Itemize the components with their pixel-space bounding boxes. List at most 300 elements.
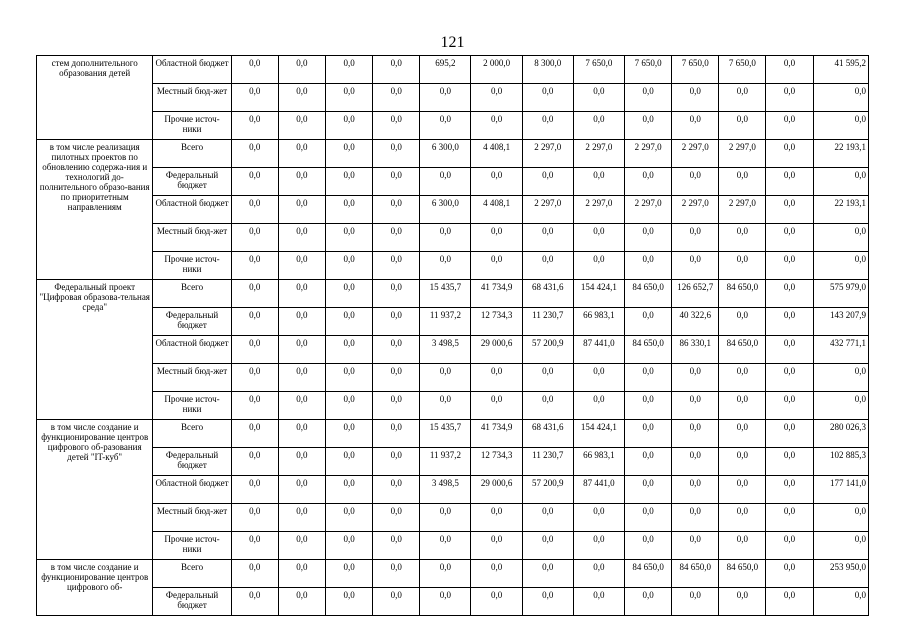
value-cell: 0,0 <box>672 252 719 280</box>
value-cell: 3 498,5 <box>420 336 471 364</box>
value-cell: 0,0 <box>625 224 672 252</box>
value-cell: 0,0 <box>672 504 719 532</box>
value-cell: 0,0 <box>719 532 766 560</box>
value-cell: 0,0 <box>625 476 672 504</box>
value-cell: 0,0 <box>326 448 373 476</box>
value-cell: 0,0 <box>766 336 813 364</box>
value-cell: 84 650,0 <box>625 336 672 364</box>
value-cell: 0,0 <box>573 364 624 392</box>
table-row <box>37 560 869 588</box>
value-cell: 0,0 <box>471 392 522 420</box>
value-cell: 0,0 <box>326 504 373 532</box>
value-cell: 0,0 <box>278 504 325 532</box>
row-group-description: в том числе создание и функционирование центров цифрового об-разования детей "IT-куб" <box>37 420 153 560</box>
value-cell: 0,0 <box>373 308 420 336</box>
value-cell: 0,0 <box>625 112 672 140</box>
value-cell: 0,0 <box>719 504 766 532</box>
table-row <box>37 532 869 560</box>
total-cell: 0,0 <box>813 364 868 392</box>
table-row <box>37 336 869 364</box>
value-cell: 0,0 <box>231 560 278 588</box>
value-cell: 0,0 <box>278 252 325 280</box>
funding-source: Федеральный бюджет <box>153 168 231 196</box>
value-cell: 4 408,1 <box>471 140 522 168</box>
value-cell: 0,0 <box>231 448 278 476</box>
value-cell: 0,0 <box>231 84 278 112</box>
value-cell: 68 431,6 <box>522 280 573 308</box>
funding-source: Федеральный бюджет <box>153 308 231 336</box>
value-cell: 0,0 <box>625 252 672 280</box>
funding-source: Всего <box>153 280 231 308</box>
table-row <box>37 392 869 420</box>
value-cell: 0,0 <box>766 504 813 532</box>
row-group-description: Федеральный проект "Цифровая образова-тельная среда" <box>37 280 153 420</box>
total-cell: 41 595,2 <box>813 56 868 84</box>
value-cell: 0,0 <box>278 168 325 196</box>
value-cell: 8 300,0 <box>522 56 573 84</box>
value-cell: 0,0 <box>766 588 813 616</box>
value-cell: 11 937,2 <box>420 308 471 336</box>
table-row <box>37 56 869 84</box>
value-cell: 0,0 <box>420 560 471 588</box>
value-cell: 0,0 <box>420 168 471 196</box>
value-cell: 0,0 <box>420 504 471 532</box>
funding-source: Местный бюд-жет <box>153 364 231 392</box>
value-cell: 0,0 <box>719 448 766 476</box>
value-cell: 0,0 <box>231 168 278 196</box>
value-cell: 57 200,9 <box>522 336 573 364</box>
value-cell: 0,0 <box>522 588 573 616</box>
value-cell: 0,0 <box>231 308 278 336</box>
value-cell: 87 441,0 <box>573 476 624 504</box>
value-cell: 695,2 <box>420 56 471 84</box>
value-cell: 0,0 <box>573 168 624 196</box>
funding-source: Прочие источ-ники <box>153 252 231 280</box>
value-cell: 0,0 <box>326 224 373 252</box>
value-cell: 7 650,0 <box>719 56 766 84</box>
value-cell: 0,0 <box>278 560 325 588</box>
total-cell: 0,0 <box>813 588 868 616</box>
value-cell: 0,0 <box>420 252 471 280</box>
value-cell: 0,0 <box>231 196 278 224</box>
value-cell: 0,0 <box>522 112 573 140</box>
value-cell: 0,0 <box>625 448 672 476</box>
value-cell: 41 734,9 <box>471 420 522 448</box>
value-cell: 0,0 <box>326 308 373 336</box>
value-cell: 66 983,1 <box>573 308 624 336</box>
value-cell: 84 650,0 <box>625 560 672 588</box>
total-cell: 280 026,3 <box>813 420 868 448</box>
value-cell: 0,0 <box>471 224 522 252</box>
value-cell: 0,0 <box>326 532 373 560</box>
value-cell: 0,0 <box>373 56 420 84</box>
value-cell: 0,0 <box>420 392 471 420</box>
value-cell: 15 435,7 <box>420 280 471 308</box>
value-cell: 0,0 <box>766 448 813 476</box>
table-row <box>37 420 869 448</box>
value-cell: 0,0 <box>278 364 325 392</box>
value-cell: 0,0 <box>672 588 719 616</box>
table-row <box>37 168 869 196</box>
value-cell: 0,0 <box>672 168 719 196</box>
table-row <box>37 364 869 392</box>
value-cell: 154 424,1 <box>573 280 624 308</box>
total-cell: 0,0 <box>813 252 868 280</box>
value-cell: 0,0 <box>326 336 373 364</box>
value-cell: 0,0 <box>231 112 278 140</box>
value-cell: 0,0 <box>719 168 766 196</box>
value-cell: 3 498,5 <box>420 476 471 504</box>
value-cell: 0,0 <box>373 252 420 280</box>
value-cell: 0,0 <box>373 224 420 252</box>
value-cell: 2 297,0 <box>672 140 719 168</box>
funding-source: Прочие источ-ники <box>153 392 231 420</box>
value-cell: 0,0 <box>471 504 522 532</box>
value-cell: 0,0 <box>326 168 373 196</box>
value-cell: 0,0 <box>420 588 471 616</box>
value-cell: 2 297,0 <box>625 140 672 168</box>
total-cell: 22 193,1 <box>813 140 868 168</box>
value-cell: 0,0 <box>766 392 813 420</box>
value-cell: 0,0 <box>719 84 766 112</box>
total-cell: 0,0 <box>813 168 868 196</box>
value-cell: 2 297,0 <box>672 196 719 224</box>
value-cell: 0,0 <box>766 280 813 308</box>
value-cell: 0,0 <box>625 504 672 532</box>
row-group-description: в том числе реализация пилотных проектов по обновлению содержа-ния и технологий до-полнительного образо-вания по приоритетным направлениям <box>37 140 153 280</box>
row-group-description: в том числе создание и функционирование центров цифрового об- <box>37 560 153 616</box>
value-cell: 0,0 <box>766 168 813 196</box>
value-cell: 0,0 <box>573 84 624 112</box>
value-cell: 0,0 <box>625 168 672 196</box>
value-cell: 0,0 <box>373 84 420 112</box>
total-cell: 143 207,9 <box>813 308 868 336</box>
value-cell: 0,0 <box>231 588 278 616</box>
value-cell: 12 734,3 <box>471 308 522 336</box>
table-row <box>37 476 869 504</box>
value-cell: 0,0 <box>231 280 278 308</box>
value-cell: 0,0 <box>719 308 766 336</box>
value-cell: 0,0 <box>766 476 813 504</box>
value-cell: 0,0 <box>420 84 471 112</box>
value-cell: 0,0 <box>672 476 719 504</box>
total-cell: 575 979,0 <box>813 280 868 308</box>
value-cell: 0,0 <box>278 140 325 168</box>
value-cell: 0,0 <box>522 252 573 280</box>
value-cell: 0,0 <box>373 336 420 364</box>
value-cell: 6 300,0 <box>420 196 471 224</box>
total-cell: 177 141,0 <box>813 476 868 504</box>
value-cell: 0,0 <box>766 560 813 588</box>
value-cell: 0,0 <box>326 84 373 112</box>
value-cell: 41 734,9 <box>471 280 522 308</box>
funding-source: Местный бюд-жет <box>153 84 231 112</box>
value-cell: 0,0 <box>231 532 278 560</box>
value-cell: 0,0 <box>573 252 624 280</box>
value-cell: 0,0 <box>420 364 471 392</box>
funding-source: Областной бюджет <box>153 476 231 504</box>
value-cell: 57 200,9 <box>522 476 573 504</box>
value-cell: 11 230,7 <box>522 308 573 336</box>
value-cell: 0,0 <box>373 280 420 308</box>
funding-source: Прочие источ-ники <box>153 532 231 560</box>
value-cell: 0,0 <box>373 420 420 448</box>
value-cell: 40 322,6 <box>672 308 719 336</box>
value-cell: 0,0 <box>766 420 813 448</box>
table-row <box>37 280 869 308</box>
value-cell: 0,0 <box>231 252 278 280</box>
value-cell: 0,0 <box>471 168 522 196</box>
value-cell: 0,0 <box>719 224 766 252</box>
value-cell: 2 297,0 <box>522 196 573 224</box>
value-cell: 0,0 <box>672 448 719 476</box>
value-cell: 0,0 <box>278 588 325 616</box>
value-cell: 0,0 <box>373 476 420 504</box>
value-cell: 4 408,1 <box>471 196 522 224</box>
value-cell: 0,0 <box>231 140 278 168</box>
value-cell: 0,0 <box>672 420 719 448</box>
value-cell: 0,0 <box>766 308 813 336</box>
value-cell: 0,0 <box>625 364 672 392</box>
value-cell: 87 441,0 <box>573 336 624 364</box>
value-cell: 0,0 <box>625 308 672 336</box>
value-cell: 0,0 <box>373 588 420 616</box>
value-cell: 0,0 <box>672 224 719 252</box>
total-cell: 0,0 <box>813 392 868 420</box>
value-cell: 0,0 <box>573 392 624 420</box>
value-cell: 0,0 <box>471 112 522 140</box>
funding-source: Всего <box>153 140 231 168</box>
funding-source: Федеральный бюджет <box>153 588 231 616</box>
value-cell: 84 650,0 <box>719 336 766 364</box>
table-row <box>37 448 869 476</box>
value-cell: 0,0 <box>278 84 325 112</box>
value-cell: 0,0 <box>231 364 278 392</box>
value-cell: 0,0 <box>326 112 373 140</box>
value-cell: 0,0 <box>326 560 373 588</box>
value-cell: 0,0 <box>719 364 766 392</box>
total-cell: 0,0 <box>813 504 868 532</box>
value-cell: 0,0 <box>766 56 813 84</box>
value-cell: 11 937,2 <box>420 448 471 476</box>
table-row <box>37 224 869 252</box>
value-cell: 2 297,0 <box>522 140 573 168</box>
value-cell: 0,0 <box>231 224 278 252</box>
value-cell: 0,0 <box>326 56 373 84</box>
value-cell: 0,0 <box>278 308 325 336</box>
value-cell: 0,0 <box>326 364 373 392</box>
value-cell: 2 297,0 <box>625 196 672 224</box>
value-cell: 0,0 <box>420 532 471 560</box>
value-cell: 7 650,0 <box>573 56 624 84</box>
value-cell: 0,0 <box>278 280 325 308</box>
funding-source: Прочие источ-ники <box>153 112 231 140</box>
value-cell: 11 230,7 <box>522 448 573 476</box>
value-cell: 0,0 <box>672 112 719 140</box>
value-cell: 0,0 <box>522 364 573 392</box>
value-cell: 0,0 <box>278 476 325 504</box>
value-cell: 0,0 <box>766 532 813 560</box>
value-cell: 0,0 <box>326 588 373 616</box>
value-cell: 0,0 <box>672 84 719 112</box>
value-cell: 86 330,1 <box>672 336 719 364</box>
value-cell: 0,0 <box>573 532 624 560</box>
value-cell: 0,0 <box>373 196 420 224</box>
value-cell: 0,0 <box>522 532 573 560</box>
value-cell: 0,0 <box>766 196 813 224</box>
total-cell: 253 950,0 <box>813 560 868 588</box>
funding-source: Местный бюд-жет <box>153 224 231 252</box>
value-cell: 0,0 <box>573 224 624 252</box>
value-cell: 0,0 <box>719 476 766 504</box>
value-cell: 0,0 <box>573 588 624 616</box>
total-cell: 102 885,3 <box>813 448 868 476</box>
value-cell: 0,0 <box>278 392 325 420</box>
table-row <box>37 252 869 280</box>
value-cell: 0,0 <box>420 112 471 140</box>
value-cell: 0,0 <box>522 168 573 196</box>
table-row <box>37 196 869 224</box>
value-cell: 0,0 <box>766 84 813 112</box>
value-cell: 0,0 <box>766 252 813 280</box>
value-cell: 0,0 <box>573 112 624 140</box>
value-cell: 0,0 <box>573 560 624 588</box>
value-cell: 84 650,0 <box>719 280 766 308</box>
page-number: 121 <box>440 34 465 51</box>
value-cell: 0,0 <box>522 84 573 112</box>
value-cell: 0,0 <box>373 560 420 588</box>
value-cell: 0,0 <box>766 140 813 168</box>
table-row <box>37 588 869 616</box>
value-cell: 0,0 <box>625 588 672 616</box>
value-cell: 15 435,7 <box>420 420 471 448</box>
value-cell: 6 300,0 <box>420 140 471 168</box>
value-cell: 0,0 <box>522 392 573 420</box>
value-cell: 0,0 <box>719 420 766 448</box>
value-cell: 2 297,0 <box>573 140 624 168</box>
value-cell: 0,0 <box>719 392 766 420</box>
value-cell: 0,0 <box>672 532 719 560</box>
value-cell: 0,0 <box>573 504 624 532</box>
value-cell: 0,0 <box>231 420 278 448</box>
value-cell: 0,0 <box>522 504 573 532</box>
value-cell: 0,0 <box>278 224 325 252</box>
budget-table <box>36 55 869 616</box>
value-cell: 0,0 <box>326 140 373 168</box>
value-cell: 2 297,0 <box>719 196 766 224</box>
value-cell: 0,0 <box>420 224 471 252</box>
value-cell: 0,0 <box>373 168 420 196</box>
value-cell: 0,0 <box>326 196 373 224</box>
funding-source: Всего <box>153 560 231 588</box>
value-cell: 0,0 <box>326 420 373 448</box>
value-cell: 0,0 <box>766 364 813 392</box>
value-cell: 0,0 <box>278 56 325 84</box>
value-cell: 29 000,6 <box>471 476 522 504</box>
value-cell: 0,0 <box>471 588 522 616</box>
total-cell: 0,0 <box>813 224 868 252</box>
value-cell: 0,0 <box>373 140 420 168</box>
value-cell: 0,0 <box>373 364 420 392</box>
value-cell: 0,0 <box>373 532 420 560</box>
value-cell: 0,0 <box>278 532 325 560</box>
value-cell: 0,0 <box>625 84 672 112</box>
value-cell: 0,0 <box>719 588 766 616</box>
value-cell: 7 650,0 <box>625 56 672 84</box>
table-row <box>37 504 869 532</box>
value-cell: 0,0 <box>231 392 278 420</box>
value-cell: 0,0 <box>719 112 766 140</box>
total-cell: 0,0 <box>813 532 868 560</box>
table-row <box>37 84 869 112</box>
value-cell: 0,0 <box>719 252 766 280</box>
value-cell: 0,0 <box>326 280 373 308</box>
value-cell: 0,0 <box>231 476 278 504</box>
total-cell: 0,0 <box>813 84 868 112</box>
value-cell: 0,0 <box>231 504 278 532</box>
row-group-description: стем дополнительного образования детей <box>37 56 153 140</box>
table-row <box>37 112 869 140</box>
value-cell: 2 000,0 <box>471 56 522 84</box>
value-cell: 154 424,1 <box>573 420 624 448</box>
value-cell: 84 650,0 <box>672 560 719 588</box>
value-cell: 0,0 <box>766 112 813 140</box>
funding-source: Областной бюджет <box>153 336 231 364</box>
value-cell: 0,0 <box>278 112 325 140</box>
value-cell: 0,0 <box>373 504 420 532</box>
value-cell: 0,0 <box>471 532 522 560</box>
funding-source: Областной бюджет <box>153 196 231 224</box>
value-cell: 0,0 <box>373 448 420 476</box>
value-cell: 0,0 <box>471 252 522 280</box>
value-cell: 0,0 <box>326 252 373 280</box>
value-cell: 84 650,0 <box>625 280 672 308</box>
value-cell: 68 431,6 <box>522 420 573 448</box>
value-cell: 0,0 <box>231 336 278 364</box>
value-cell: 66 983,1 <box>573 448 624 476</box>
value-cell: 0,0 <box>625 532 672 560</box>
value-cell: 0,0 <box>766 224 813 252</box>
value-cell: 0,0 <box>471 84 522 112</box>
value-cell: 0,0 <box>373 392 420 420</box>
value-cell: 29 000,6 <box>471 336 522 364</box>
value-cell: 0,0 <box>522 224 573 252</box>
value-cell: 0,0 <box>672 392 719 420</box>
value-cell: 0,0 <box>278 420 325 448</box>
value-cell: 0,0 <box>471 560 522 588</box>
value-cell: 0,0 <box>326 476 373 504</box>
table-row <box>37 308 869 336</box>
value-cell: 0,0 <box>231 56 278 84</box>
value-cell: 7 650,0 <box>672 56 719 84</box>
total-cell: 22 193,1 <box>813 196 868 224</box>
funding-source: Федеральный бюджет <box>153 448 231 476</box>
total-cell: 432 771,1 <box>813 336 868 364</box>
value-cell: 84 650,0 <box>719 560 766 588</box>
value-cell: 0,0 <box>471 364 522 392</box>
value-cell: 0,0 <box>278 336 325 364</box>
value-cell: 0,0 <box>278 196 325 224</box>
value-cell: 2 297,0 <box>573 196 624 224</box>
funding-source: Областной бюджет <box>153 56 231 84</box>
value-cell: 0,0 <box>326 392 373 420</box>
value-cell: 0,0 <box>373 112 420 140</box>
value-cell: 0,0 <box>522 560 573 588</box>
value-cell: 126 652,7 <box>672 280 719 308</box>
value-cell: 12 734,3 <box>471 448 522 476</box>
total-cell: 0,0 <box>813 112 868 140</box>
value-cell: 2 297,0 <box>719 140 766 168</box>
